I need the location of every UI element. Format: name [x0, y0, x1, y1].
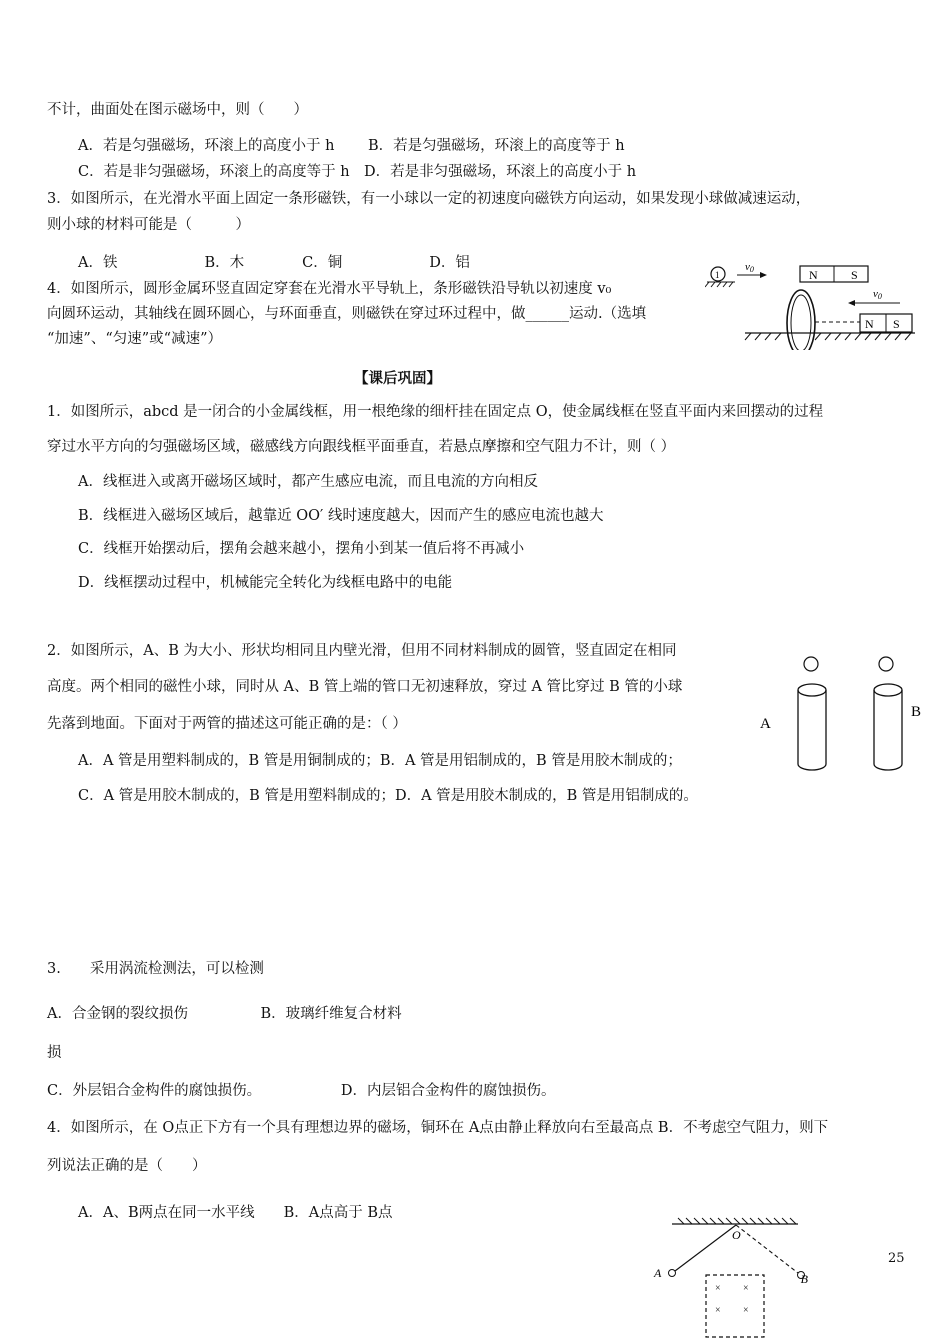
text-line: 向圆环运动，其轴线在圆环圆心，与环面垂直，则磁铁在穿过环过程中，做______运动.（选填	[47, 306, 647, 322]
text-line: A．A 管是用塑料制成的，B 管是用铜制成的；B．A 管是用铝制成的，B 管是用胶木制成的；	[78, 753, 682, 769]
text-line: A．A、B两点在同一水平线 B．A点高于 B点	[78, 1205, 393, 1221]
svg-text:×: ×	[743, 1305, 749, 1316]
text-line: B．线框进入磁场区域后，越靠近 OO′ 线时速度越大，因而产生的感应电流也越大	[78, 508, 604, 524]
magnet-s-label: S	[851, 268, 858, 282]
text-line: 2．如图所示，A、B 为大小、形状均相同且内壁光滑，但用不同材料制成的圆管，竖直固定在相同	[47, 643, 677, 659]
magnet-s-label: S	[893, 317, 900, 331]
text-line: A．合金钢的裂纹损伤 B．玻璃纤维复合材料	[47, 1006, 402, 1022]
velocity-label: v0	[745, 261, 754, 274]
text-line: 列说法正确的是（ ）	[47, 1158, 207, 1174]
text-line: D．线框摆动过程中，机械能完全转化为线框电路中的电能	[78, 575, 453, 591]
ball-label: 1	[715, 270, 720, 280]
text-line: C．线框开始摆动后，摆角会越来越小，摆角小到某一值后将不再减小	[78, 541, 525, 557]
svg-text:×: ×	[715, 1283, 721, 1294]
tube-b	[874, 684, 902, 770]
magnetic-ball-icon	[804, 657, 818, 671]
section-heading: 【课后巩固】	[354, 370, 441, 387]
point-a-label: A	[654, 1266, 662, 1280]
text-line: 不计，曲面处在图示磁场中，则（ ）	[47, 102, 308, 118]
text-line: 1．如图所示，abcd 是一闭合的小金属线框，用一根绝缘的细杆挂在固定点 O，使金属线框在竖直平面内来回摆动的过程	[47, 404, 824, 420]
point-b-label: B	[800, 1272, 808, 1286]
text-line: 高度。两个相同的磁性小球，同时从 A、B 管上端的管口无初速释放，穿过 A 管比穿过 B 管的小球	[47, 679, 683, 695]
text-line: 则小球的材料可能是（ ）	[47, 217, 250, 233]
tube-a	[798, 684, 826, 770]
text-line: 3．如图所示，在光滑水平面上固定一条形磁铁，有一小球以一定的初速度向磁铁方向运动，如果发现小球做减速运动，	[47, 191, 811, 207]
tube-b-label: B	[911, 704, 922, 720]
ring-magnet-figure	[705, 258, 920, 350]
text-line: 损	[47, 1045, 62, 1061]
tube-a-label: A	[760, 716, 771, 732]
text-line: A．线框进入或离开磁场区域时，都产生感应电流，而且电流的方向相反	[78, 474, 538, 490]
pendulum-figure	[650, 1215, 810, 1340]
text-line: A．铁 B．木 C．铜 D．铝	[78, 255, 470, 271]
tubes-figure	[755, 650, 935, 775]
svg-text:×: ×	[715, 1305, 721, 1316]
svg-text:×: ×	[743, 1283, 749, 1294]
text-line: 3. 采用涡流检测法，可以检测	[47, 961, 264, 977]
magnet-n-label: N	[865, 317, 874, 331]
page-number: 25	[888, 1251, 905, 1266]
text-line: 穿过水平方向的匀强磁场区域，磁感线方向跟线框平面垂直，若悬点摩擦和空气阻力不计，则（ ）	[47, 439, 676, 455]
text-line: C．外层铝合金构件的腐蚀损伤。 D．内层铝合金构件的腐蚀损伤。	[47, 1083, 556, 1099]
point-o-label: O	[732, 1228, 741, 1242]
magnet-n-label: N	[809, 268, 818, 282]
text-line: C．A 管是用胶木制成的，B 管是用塑料制成的；D．A 管是用胶木制成的，B 管是用铝制成的。	[78, 788, 698, 804]
text-line: 4．如图所示，在 O点正下方有一个具有理想边界的磁场，铜环在 A点由静止释放向右至最高点 B．不考虑空气阻力，则下	[47, 1120, 829, 1136]
text-line: C．若是非匀强磁场，环滚上的高度等于 h D．若是非匀强磁场，环滚上的高度小于 h	[78, 164, 637, 180]
text-line: 4．如图所示，圆形金属环竖直固定穿套在光滑水平导轨上，条形磁铁沿导轨以初速度 v₀	[47, 281, 612, 297]
velocity-label: v0	[873, 288, 882, 301]
text-line: A．若是匀强磁场，环滚上的高度小于 h B．若是匀强磁场，环滚上的高度等于 h	[78, 138, 625, 154]
text-line: “加速”、“匀速”或“减速”）	[47, 331, 222, 347]
text-line: 先落到地面。下面对于两管的描述这可能正确的是：（ ）	[47, 716, 407, 732]
magnetic-ball-icon	[879, 657, 893, 671]
